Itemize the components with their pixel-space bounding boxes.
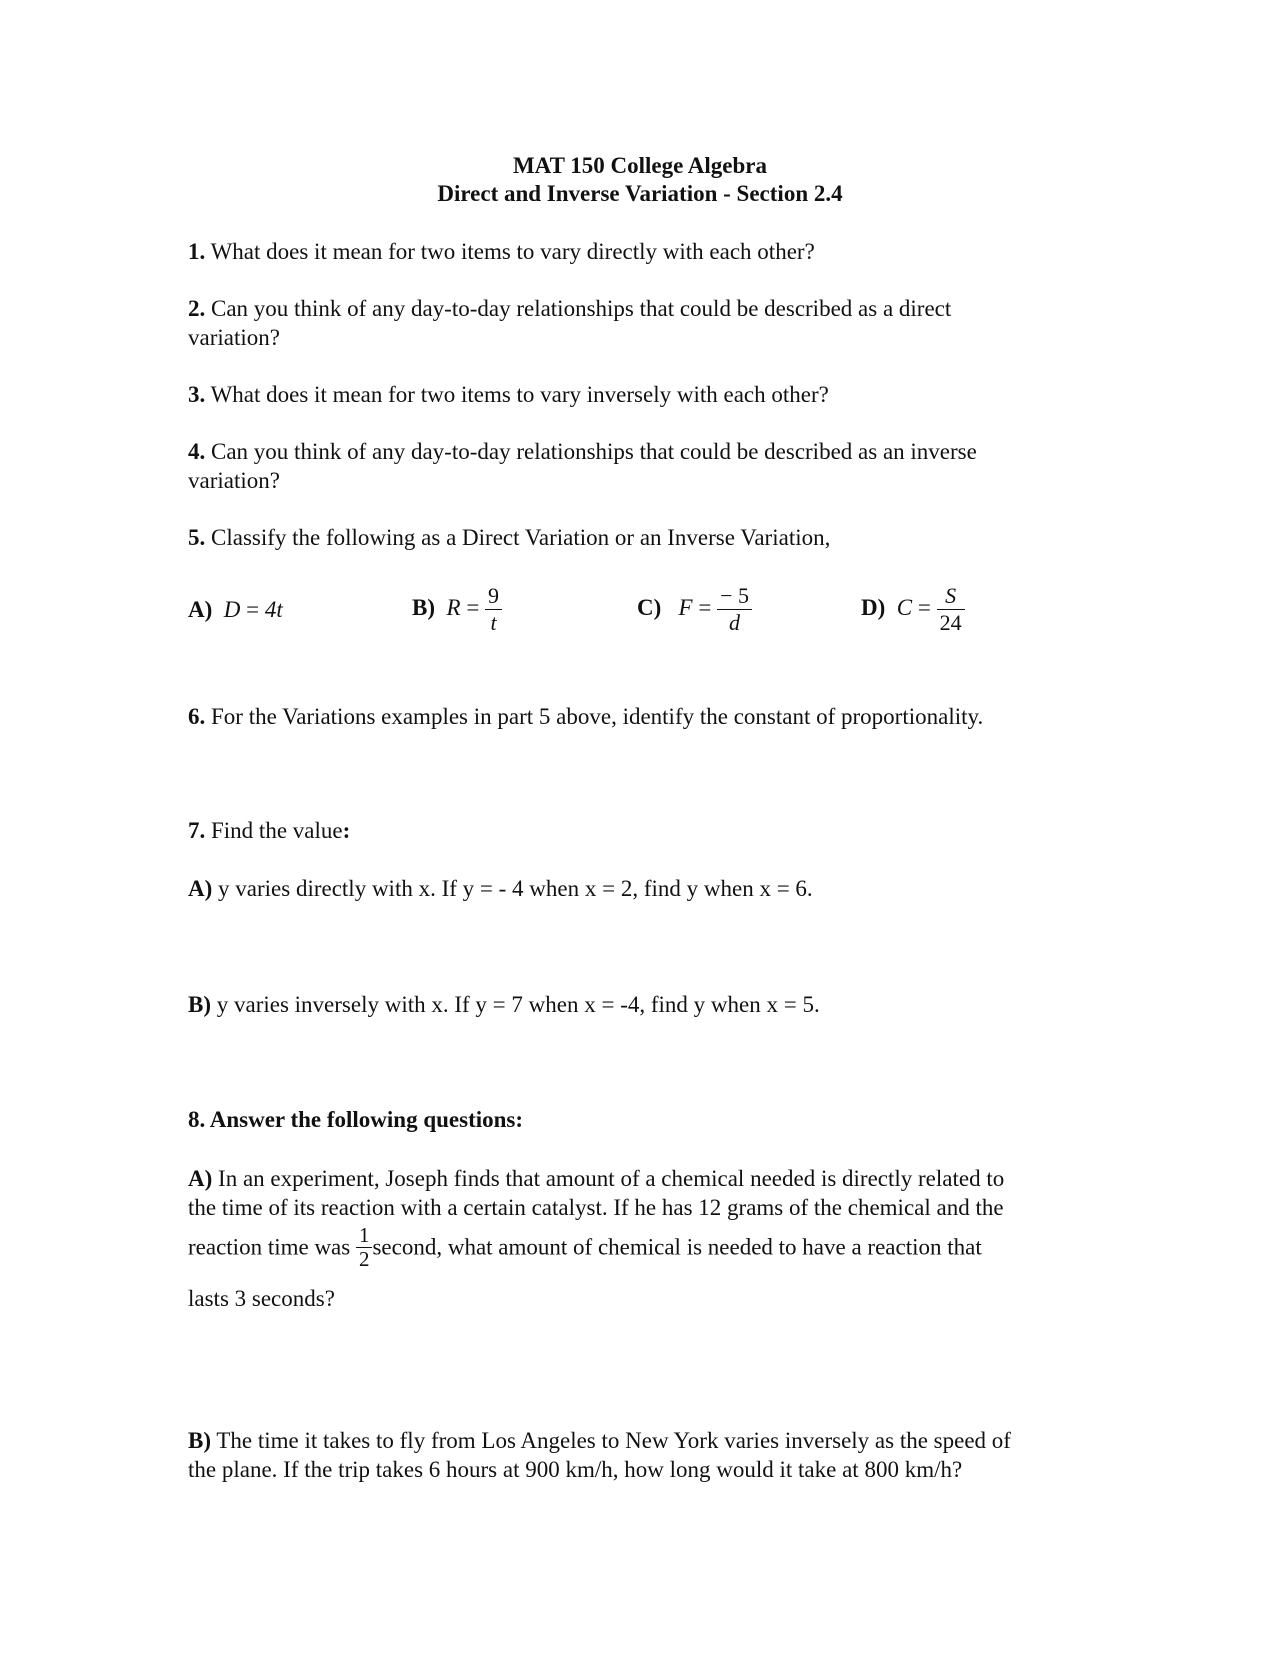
equals-sign: = xyxy=(692,594,718,620)
question-text: Find the value xyxy=(205,818,343,843)
equals-sign: = xyxy=(912,594,937,620)
formula-lhs: D xyxy=(223,597,241,622)
fraction-numerator: 1 xyxy=(356,1224,373,1248)
question-number: 1. xyxy=(188,239,206,264)
question-5 xyxy=(188,523,830,552)
formula-label: A) xyxy=(188,597,213,622)
fraction xyxy=(937,583,965,636)
question-text: What does it mean for two items to vary directly with each other? xyxy=(205,239,815,264)
question-text: For the Variations examples in part 5 above, identify the constant of proportionality. xyxy=(205,704,984,729)
formula-a xyxy=(188,597,283,623)
formula-b xyxy=(412,583,502,636)
colon: : xyxy=(342,818,351,843)
formula-c xyxy=(637,583,752,636)
page-subtitle: Direct and Inverse Variation - Section 2.4 xyxy=(437,181,843,206)
fraction xyxy=(356,1224,373,1271)
part-label: B) xyxy=(188,1428,211,1453)
question-2 xyxy=(188,294,951,323)
question-7a xyxy=(188,874,813,903)
question-text: What does it mean for two items to vary inversely with each other? xyxy=(205,382,829,407)
question-7 xyxy=(188,816,350,845)
fraction-numerator: − 5 xyxy=(717,583,752,610)
formula-lhs: C xyxy=(896,594,913,620)
part-text: In an experiment, Joseph finds that amount of a chemical needed is directly related to xyxy=(212,1166,1005,1191)
question-4 xyxy=(188,437,977,466)
fraction-denominator: 2 xyxy=(358,1247,370,1271)
question-8a-line3 xyxy=(188,1224,982,1271)
question-8a-line4: lasts 3 seconds? xyxy=(188,1286,335,1311)
fraction-numerator: 9 xyxy=(485,583,502,610)
question-8b-line1 xyxy=(188,1426,1011,1455)
question-3 xyxy=(188,380,829,409)
formula-rhs: 4t xyxy=(264,597,283,622)
part-label: A) xyxy=(188,876,213,901)
question-6 xyxy=(188,702,983,731)
question-1 xyxy=(188,237,815,266)
question-text: Can you think of any day-to-day relationships that could be described as an inverse xyxy=(205,439,977,464)
question-text: Classify the following as a Direct Variation or an Inverse Variation, xyxy=(205,525,831,550)
formula-label: D) xyxy=(861,594,886,620)
equals-sign: = xyxy=(240,597,265,622)
formula-label: C) xyxy=(637,594,662,620)
fraction-denominator: t xyxy=(490,610,497,635)
question-4-continued: variation? xyxy=(188,468,280,493)
fraction-denominator: 24 xyxy=(939,610,962,635)
part-text: The time it takes to fly from Los Angeles to New York varies inversely as the speed of xyxy=(211,1428,1011,1453)
fraction xyxy=(485,583,502,636)
part-label: B) xyxy=(188,992,211,1017)
part-text: second, what amount of chemical is needed to have a reaction that xyxy=(372,1234,982,1260)
question-8-heading: 8. Answer the following questions: xyxy=(188,1107,524,1132)
part-label: A) xyxy=(188,1166,213,1191)
page-title: MAT 150 College Algebra xyxy=(512,153,768,178)
question-number: 5. xyxy=(188,525,206,550)
part-text: reaction time was xyxy=(188,1234,356,1260)
question-2-continued: variation? xyxy=(188,325,280,350)
formula-label: B) xyxy=(412,594,435,620)
question-8a-line2: the time of its reaction with a certain catalyst. If he has 12 grams of the chemical and the xyxy=(188,1195,1004,1220)
equals-sign: = xyxy=(460,594,486,620)
part-text: y varies inversely with x. If y = 7 when x = -4, find y when x = 5. xyxy=(211,992,820,1017)
part-text: y varies directly with x. If y = - 4 when x = 2, find y when x = 6. xyxy=(212,876,813,901)
fraction xyxy=(717,583,752,636)
fraction-denominator: d xyxy=(729,610,741,635)
question-7b xyxy=(188,990,820,1019)
question-8b-line2: the plane. If the trip takes 6 hours at 900 km/h, how long would it take at 800 km/h? xyxy=(188,1457,963,1482)
formula-lhs: F xyxy=(678,594,693,620)
formula-d xyxy=(861,583,965,636)
formula-lhs: R xyxy=(446,594,461,620)
question-number: 3. xyxy=(188,382,206,407)
question-8a-line1 xyxy=(188,1164,1004,1193)
question-number: 6. xyxy=(188,704,206,729)
question-text: Can you think of any day-to-day relationships that could be described as a direct xyxy=(205,296,952,321)
question-number: 2. xyxy=(188,296,206,321)
question-number: 7. xyxy=(188,818,206,843)
fraction-numerator: S xyxy=(937,583,965,610)
question-number: 4. xyxy=(188,439,206,464)
